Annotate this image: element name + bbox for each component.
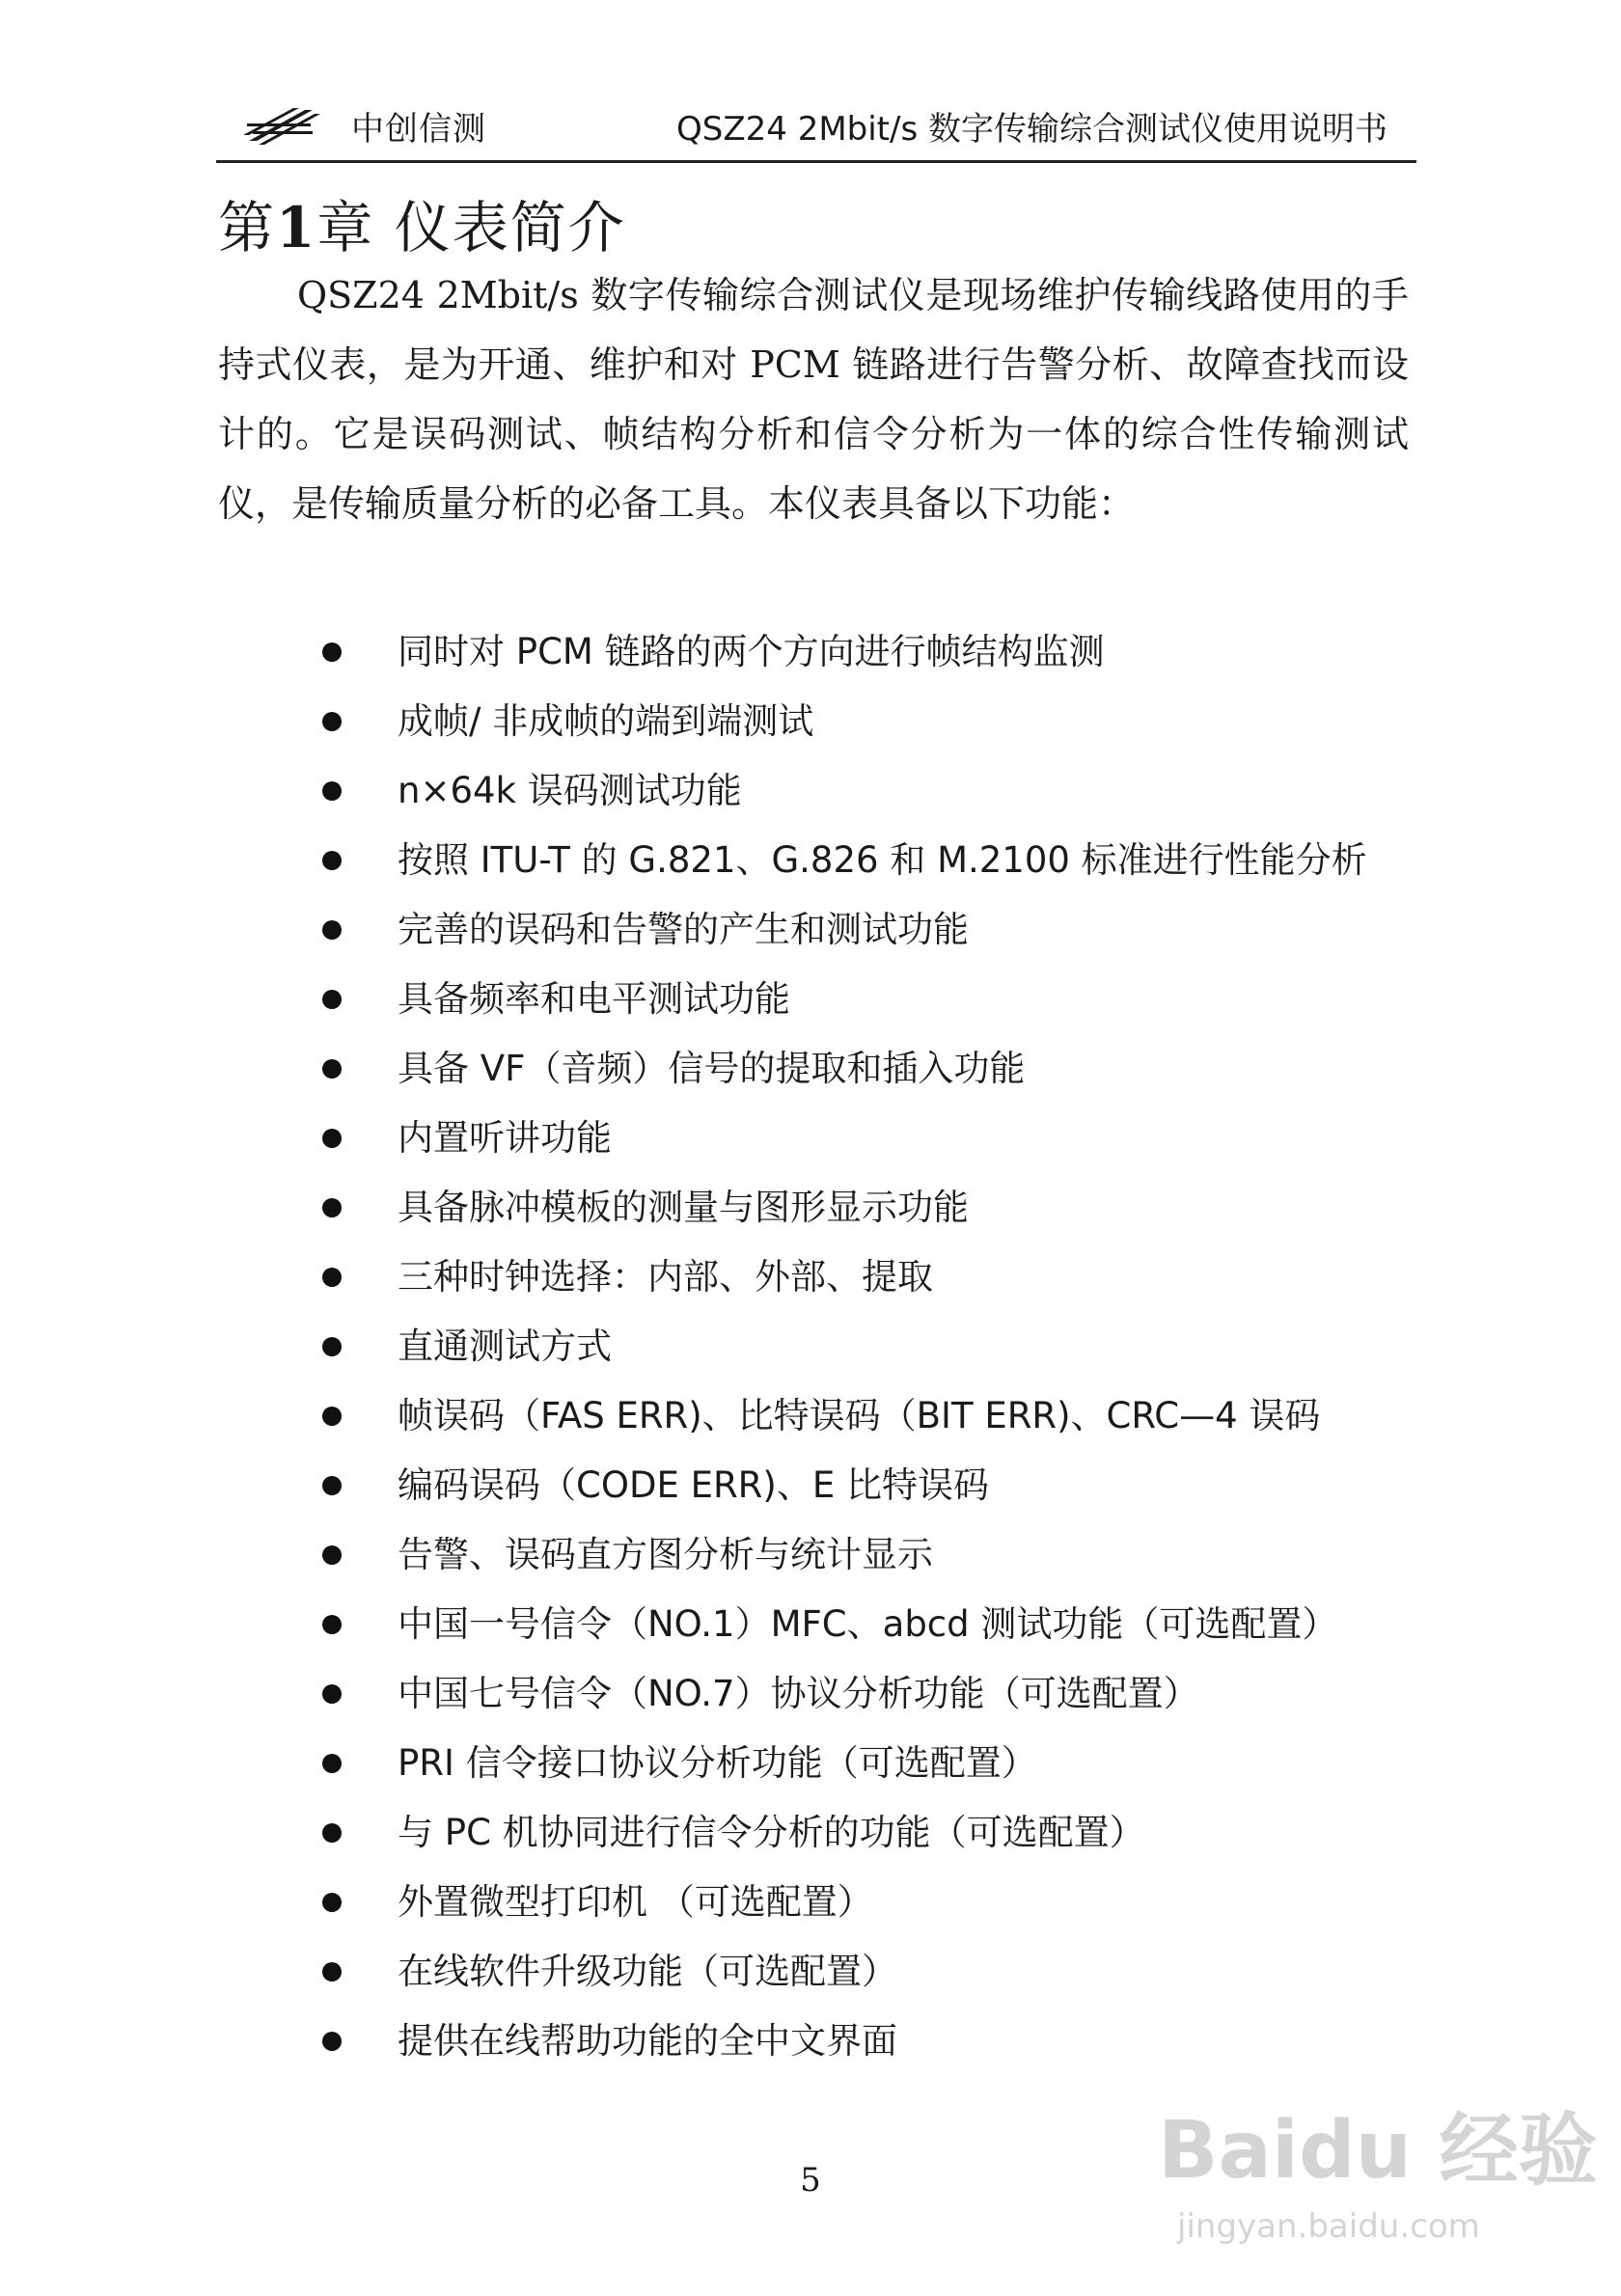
feature-text: 中国一号信令（NO.1）MFC、abcd 测试功能（可选配置）: [398, 1603, 1338, 1645]
bullet-icon: [322, 920, 342, 940]
chapter-prefix: 第: [218, 195, 277, 260]
bullet-icon: [322, 1754, 342, 1773]
list-item: [218, 1868, 1415, 1937]
watermark-url: jingyan.baidu.com: [1177, 2207, 1480, 2246]
feature-text: 按照 ITU-T 的 G.821、G.826 和 M.2100 标准进行性能分析: [398, 839, 1367, 881]
watermark-logo: Baidu 经验: [1158, 2105, 1598, 2197]
list-item: [218, 1243, 1415, 1312]
feature-text: 具备频率和电平测试功能: [398, 978, 790, 1020]
intro-paragraph: QSZ24 2Mbit/s 数字传输综合测试仪是现场维护传输线路使用的手持式仪表，是为开通、维护和对 PCM 链路进行告警分析、故障查找而设计的。它是误码测试、帧结构分析和信令分析为一体的综合性传输测试仪，是传输质量分析的必备工具。本仪表具备以下功能：: [218, 274, 1409, 525]
list-item: [218, 1937, 1415, 2007]
bullet-icon: [322, 1198, 342, 1217]
bullet-icon: [322, 990, 342, 1009]
feature-text: PRI 信令接口协议分析功能（可选配置）: [398, 1742, 1037, 1784]
feature-text: 具备脉冲模板的测量与图形显示功能: [398, 1187, 969, 1228]
feature-text: 内置听讲功能: [398, 1117, 612, 1159]
feature-text: 在线软件升级功能（可选配置）: [398, 1951, 897, 1992]
bullet-icon: [322, 1268, 342, 1287]
list-item: [218, 1312, 1415, 1381]
bullet-icon: [322, 712, 342, 731]
list-item: [218, 1104, 1415, 1173]
list-item: [218, 1034, 1415, 1104]
feature-text: 同时对 PCM 链路的两个方向进行帧结构监测: [398, 631, 1105, 672]
feature-text: 与 PC 机协同进行信令分析的功能（可选配置）: [398, 1812, 1145, 1853]
list-item: [218, 1173, 1415, 1243]
list-item: [218, 756, 1415, 826]
list-item: [218, 1798, 1415, 1868]
feature-text: 编码误码（CODE ERR)、E 比特误码: [398, 1464, 989, 1506]
list-item: [218, 895, 1415, 965]
bullet-icon: [322, 1476, 342, 1495]
chapter-title: 章 仪表简介: [316, 195, 626, 260]
page-header: [216, 100, 1416, 163]
bullet-icon: [322, 851, 342, 870]
bullet-icon: [322, 1545, 342, 1565]
feature-text: 成帧/ 非成帧的端到端测试: [398, 700, 814, 742]
bullet-icon: [322, 1615, 342, 1634]
bullet-icon: [322, 1962, 342, 1982]
bullet-icon: [322, 781, 342, 801]
bullet-icon: [322, 1059, 342, 1079]
feature-text: n×64k 误码测试功能: [398, 770, 742, 811]
list-item: [218, 1590, 1415, 1659]
bullet-icon: [322, 642, 342, 662]
list-item: [218, 1451, 1415, 1520]
list-item: [218, 1520, 1415, 1590]
list-item: [218, 1729, 1415, 1798]
list-item: [218, 965, 1415, 1034]
bullet-icon: [322, 1823, 342, 1843]
stripes-logo-icon: [243, 106, 320, 149]
chapter-heading: [218, 189, 626, 266]
feature-text: 三种时钟选择：内部、外部、提取: [398, 1256, 933, 1298]
feature-text: 告警、误码直方图分析与统计显示: [398, 1534, 933, 1575]
feature-list: [218, 617, 1415, 2076]
bullet-icon: [322, 1337, 342, 1356]
feature-text: 完善的误码和告警的产生和测试功能: [398, 909, 969, 950]
list-item: [218, 1659, 1415, 1729]
list-item: [218, 617, 1415, 687]
bullet-icon: [322, 2032, 342, 2051]
list-item: [218, 2007, 1415, 2076]
bullet-icon: [322, 1407, 342, 1426]
list-item: [218, 826, 1415, 895]
feature-text: 帧误码（FAS ERR)、比特误码（BIT ERR)、CRC—4 误码: [398, 1395, 1321, 1436]
watermark: [1158, 2103, 1598, 2267]
feature-text: 提供在线帮助功能的全中文界面: [398, 2020, 897, 2062]
page-number: 5: [800, 2161, 821, 2200]
feature-text: 直通测试方式: [398, 1326, 612, 1367]
company-name: 中创信测: [351, 110, 486, 149]
feature-text: 外置微型打印机 （可选配置）: [398, 1881, 873, 1923]
list-item: [218, 1381, 1415, 1451]
bullet-icon: [322, 1684, 342, 1704]
feature-text: 中国七号信令（NO.7）协议分析功能（可选配置）: [398, 1673, 1199, 1714]
bullet-icon: [322, 1893, 342, 1912]
feature-text: 具备 VF（音频）信号的提取和插入功能: [398, 1048, 1026, 1089]
document-title: QSZ24 2Mbit/s 数字传输综合测试仪使用说明书: [675, 110, 1387, 149]
bullet-icon: [322, 1129, 342, 1148]
chapter-number: 1: [276, 195, 317, 260]
list-item: [218, 687, 1415, 756]
